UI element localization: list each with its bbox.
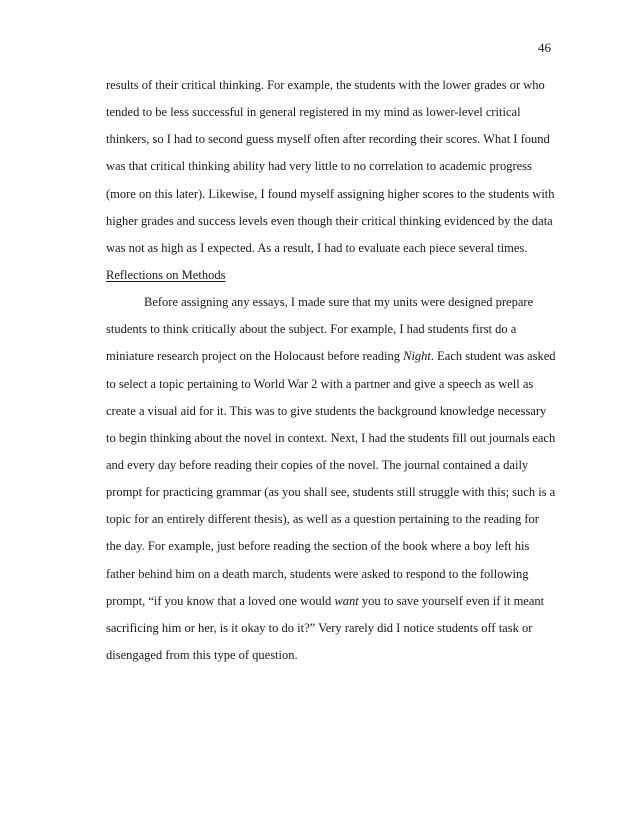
text-line: thinkers, so I had to second guess myself often after recording their scores. What I found (106, 132, 550, 147)
text-line: was not as high as I expected. As a result, I had to evaluate each piece several times. (106, 240, 528, 255)
text-span: miniature research project on the Holocaust before reading (106, 349, 404, 364)
text-line: the day. For example, just before reading the section of the book where a boy left his (106, 539, 530, 554)
paragraph-methods (106, 289, 574, 669)
text-line: create a visual aid for it. This was to give students the background knowledge necessary (106, 403, 547, 418)
text-line (106, 343, 574, 370)
text-line: to begin thinking about the novel in context. Next, I had the students fill out journals each (106, 430, 556, 445)
text-span: you to save yourself even if it meant (358, 593, 545, 608)
emphasis-want: want (334, 593, 359, 608)
text-line: disengaged from this type of question. (106, 647, 298, 662)
text-line: results of their critical thinking. For example, the students with the lower grades or who (106, 78, 545, 92)
book-title-night: Night (403, 349, 431, 364)
page-number: 46 (538, 40, 551, 55)
text-line: sacrificing him or her, is it okay to do it?” Very rarely did I notice students off task or (106, 620, 533, 635)
text-line: (more on this later). Likewise, I found myself assigning higher scores to the students with (106, 186, 555, 201)
text-line: prompt for practicing grammar (as you shall see, students still struggle with this; such is a (106, 485, 556, 500)
text-line: students to think critically about the subject. For example, I had students first do a (106, 322, 517, 337)
text-line (106, 588, 574, 615)
section-heading-text: Reflections on Methods (106, 267, 226, 282)
text-line: higher grades and success levels even though their critical thinking evidenced by the data (106, 213, 553, 228)
text-line: and every day before reading their copies of the novel. The journal contained a daily (106, 457, 529, 472)
text-line: topic for an entirely different thesis), as well as a question pertaining to the reading for (106, 512, 539, 527)
document-body (106, 72, 574, 669)
text-line: tended to be less successful in general registered in my mind as lower-level critical (106, 105, 521, 120)
text-line: father behind him on a death march, students were asked to respond to the following (106, 566, 529, 581)
text-span: prompt, “if you know that a loved one would (106, 593, 335, 608)
paragraph-results (106, 72, 574, 262)
text-line: was that critical thinking ability had very little to no correlation to academic progress (106, 159, 532, 174)
text-line: to select a topic pertaining to World War 2 with a partner and give a speech as well as (106, 376, 534, 391)
section-heading (106, 262, 574, 289)
text-span: . Each student was asked (430, 349, 556, 364)
text-line: Before assigning any essays, I made sure that my units were designed prepare (144, 295, 534, 310)
